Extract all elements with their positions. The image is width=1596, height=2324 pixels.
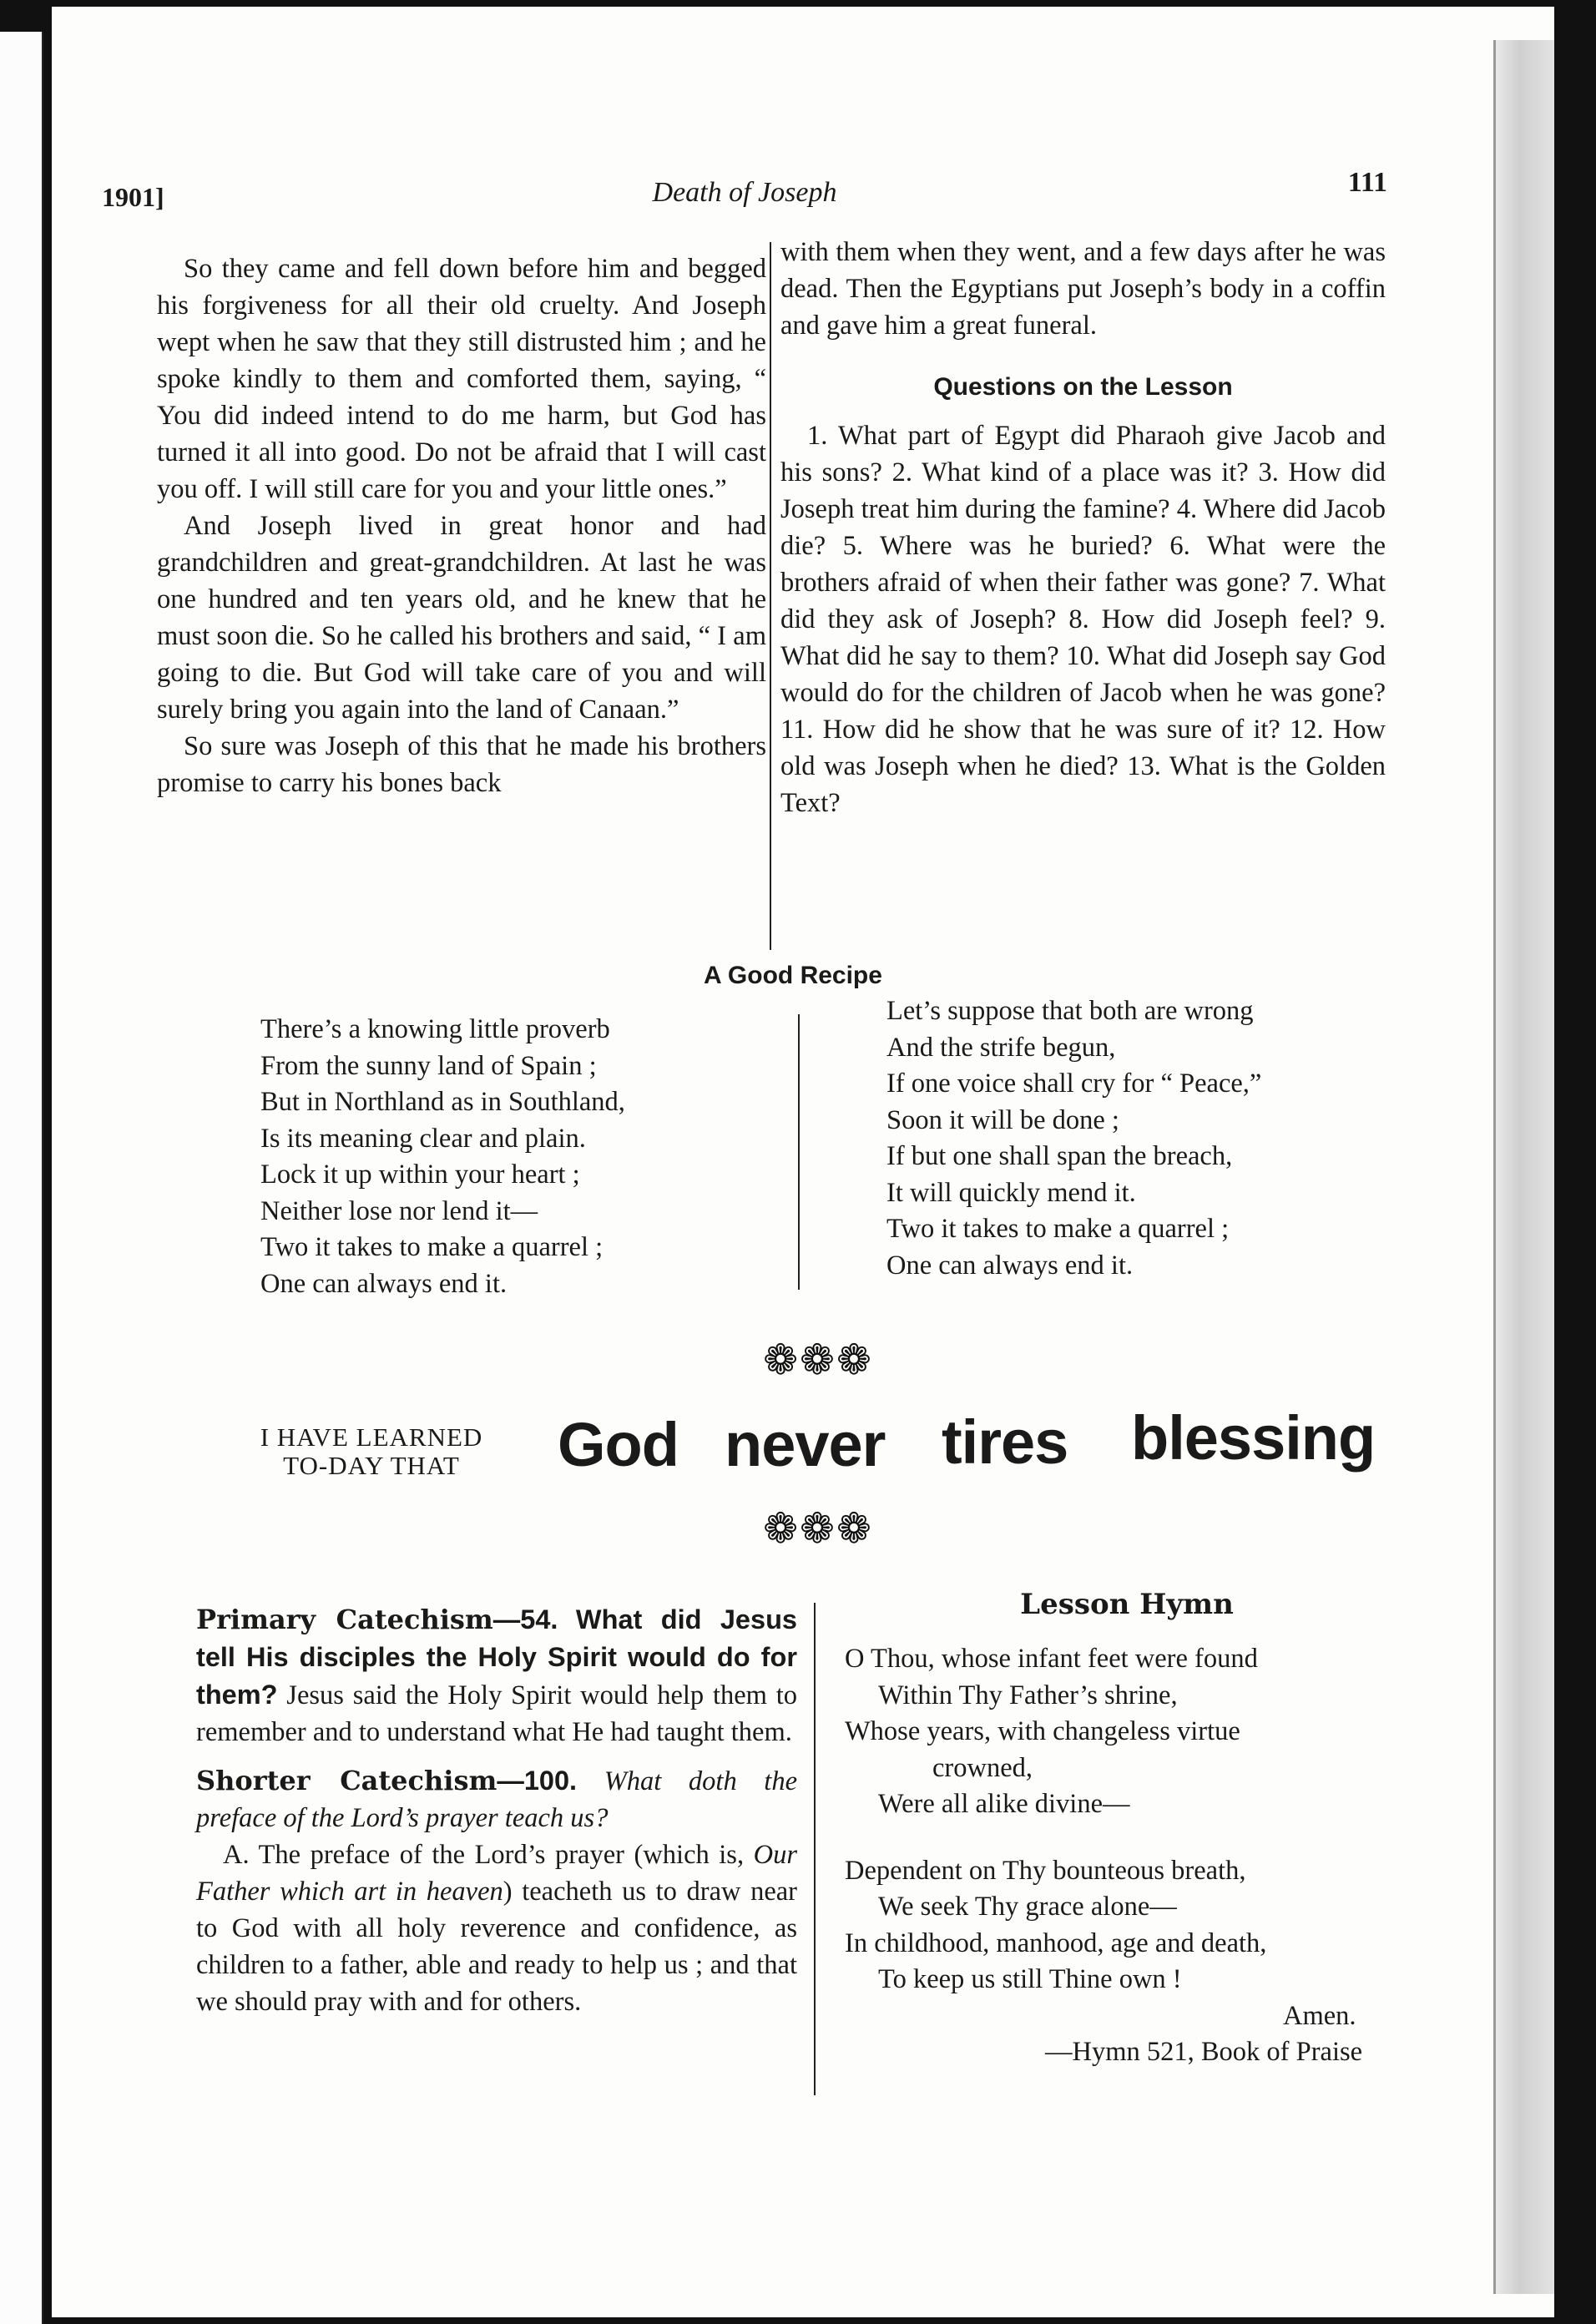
- hymn-line: Within Thy Father’s shrine,: [878, 1680, 1178, 1710]
- answer-a: A. The preface of the Lord’s prayer (which is,: [223, 1840, 745, 1870]
- recipe-title: A Good Recipe: [704, 962, 882, 989]
- hymn-line: Were all alike divine—: [878, 1789, 1130, 1819]
- page-header: [102, 167, 1387, 217]
- column-rule: [770, 242, 771, 950]
- hymn-amen: Amen.: [1283, 2000, 1356, 2031]
- hymn-text: [845, 1641, 1429, 2071]
- shorter-catechism-number: —100.: [497, 1766, 578, 1796]
- hymn-line: Whose years, with changeless virtue: [845, 1716, 1240, 1746]
- recipe-poem-right: [886, 993, 1387, 1284]
- hymn-title: Lesson Hymn: [1020, 1588, 1234, 1621]
- questions-text: 1. What part of Egypt did Pharaoh give Jacob and his sons? 2. What kind of a place was it? 3. How did Joseph treat him during the famine? 4. Where did Jacob die? 5. Where was he buried? 6. What were the brothers afraid of when their father was gone? 7. What did they ask of Joseph? 8. How did Joseph feel? 9. What did he say to them? 10. What did Joseph say God would do for the children of Jacob when he was gone? 11. How did he show that he was sure of it? 12. How old was Joseph when he died? 13. What is the Golden Text?: [780, 421, 1386, 818]
- hymn-line: crowned,: [932, 1752, 1033, 1783]
- previous-page-edge: [0, 32, 43, 2324]
- poem-line: And the strife begun,: [886, 1032, 1116, 1063]
- shorter-catechism: [196, 1762, 797, 1836]
- poem-line: Two it takes to make a quarrel ;: [886, 1214, 1230, 1244]
- banner-word: tires: [942, 1407, 1068, 1477]
- primary-catechism: [196, 1601, 797, 1751]
- hymn-title-wrap: [1002, 1588, 1252, 1621]
- banner-word: never: [725, 1410, 886, 1479]
- poem-line: Two it takes to make a quarrel ;: [260, 1232, 604, 1262]
- story-paragraph: So sure was Joseph of this that he made his brothers promise to carry his bones back: [157, 731, 766, 798]
- story-continuation: with them when they went, and a few days after he was dead. Then the Egyptians put Joseph’s body in a coffin and gave him a great funeral.: [780, 237, 1386, 341]
- poem-line: Lock it up within your heart ;: [260, 1159, 580, 1190]
- answer-rest: ) teacheth us to draw near to God with all holy reverence and confidence, as children to a father, able and ready to help us ; and that we should pray with and for others.: [196, 1877, 797, 2017]
- poem-line: From the sunny land of Spain ;: [260, 1050, 597, 1081]
- shorter-question: What doth the preface of the Lord’s prayer teach us?: [196, 1766, 798, 1833]
- hymn-line: In childhood, manhood, age and death,: [845, 1927, 1267, 1958]
- answer-quote: Our Father which art in heaven: [196, 1840, 798, 1907]
- banner-small-line: I HAVE LEARNED: [260, 1422, 483, 1452]
- poem-line: Soon it will be done ;: [886, 1104, 1119, 1135]
- primary-answer: Jesus said the Holy Spirit would help them to remember and to understand what He had taught them.: [196, 1680, 797, 1747]
- story-right-column: [780, 234, 1386, 821]
- poem-line: It will quickly mend it.: [886, 1177, 1136, 1208]
- ornament-bottom: ❁❁❁: [763, 1505, 873, 1552]
- page-stack-edge: [1493, 40, 1554, 2294]
- banner-word: blessing: [1131, 1403, 1376, 1473]
- catechism-column: [196, 1601, 797, 2020]
- questions-title: Questions on the Lesson: [933, 373, 1233, 401]
- hymn-line: To keep us still Thine own !: [878, 1964, 1182, 1994]
- banner-small-text: [217, 1423, 526, 1480]
- recipe-poem-left: [260, 1012, 761, 1302]
- story-left-column: [157, 250, 766, 801]
- story-paragraph: So they came and fell down before him and begged his forgiveness for all their old cruelty. And Joseph wept when he saw that they still distrusted him ; and he spoke kindly to them and comforted them, saying, “ You did indeed intend to do me harm, but God has turned it all into good. Do not be afraid that I will cast you off. I will still care for you and your little ones.”: [157, 254, 766, 504]
- shorter-answer: [196, 1836, 797, 2020]
- poem-line: One can always end it.: [260, 1268, 508, 1299]
- poem-line: If but one shall span the breach,: [886, 1141, 1233, 1171]
- poem-line: But in Northland as in Southland,: [260, 1087, 625, 1117]
- primary-catechism-number: —54.: [492, 1604, 558, 1634]
- poem-line: There’s a knowing little proverb: [260, 1014, 610, 1044]
- poem-line: Let’s suppose that both are wrong: [886, 996, 1254, 1026]
- running-title: Death of Joseph: [652, 177, 837, 208]
- primary-catechism-label: Primary Catechism: [196, 1604, 493, 1635]
- story-paragraph: And Joseph lived in great honor and had grandchildren and great-grandchildren. At last he was one hundred and ten years old, and he knew that he must soon die. So he called his brothers and said, “ I am going to die. But God will take care of you and will surely bring you again into the land of Canaan.”: [157, 511, 766, 725]
- shorter-catechism-label: Shorter Catechism: [196, 1765, 497, 1796]
- catechism-rule: [814, 1603, 816, 2095]
- ornament-top: ❁❁❁: [763, 1336, 873, 1383]
- hymn-source: —Hymn 521, Book of Praise: [1045, 2037, 1363, 2067]
- poem-line: If one voice shall cry for “ Peace,”: [886, 1069, 1262, 1099]
- hymn-line: Dependent on Thy bounteous breath,: [845, 1855, 1246, 1886]
- hymn-line: We seek Thy grace alone—: [878, 1892, 1177, 1922]
- poem-rule: [798, 1014, 800, 1290]
- poem-line: Neither lose nor lend it—: [260, 1195, 538, 1226]
- poem-line: Is its meaning clear and plain.: [260, 1123, 586, 1154]
- poem-line: One can always end it.: [886, 1250, 1134, 1281]
- banner-word: God: [558, 1410, 679, 1479]
- page-number: 111: [1347, 167, 1387, 198]
- banner-small-line: TO-DAY THAT: [283, 1451, 460, 1480]
- header-year: 1901]: [102, 182, 164, 212]
- hymn-line: O Thou, whose infant feet were found: [845, 1644, 1258, 1674]
- primary-question: What did Jesus tell His disciples the Holy Spirit would do for them?: [196, 1604, 798, 1710]
